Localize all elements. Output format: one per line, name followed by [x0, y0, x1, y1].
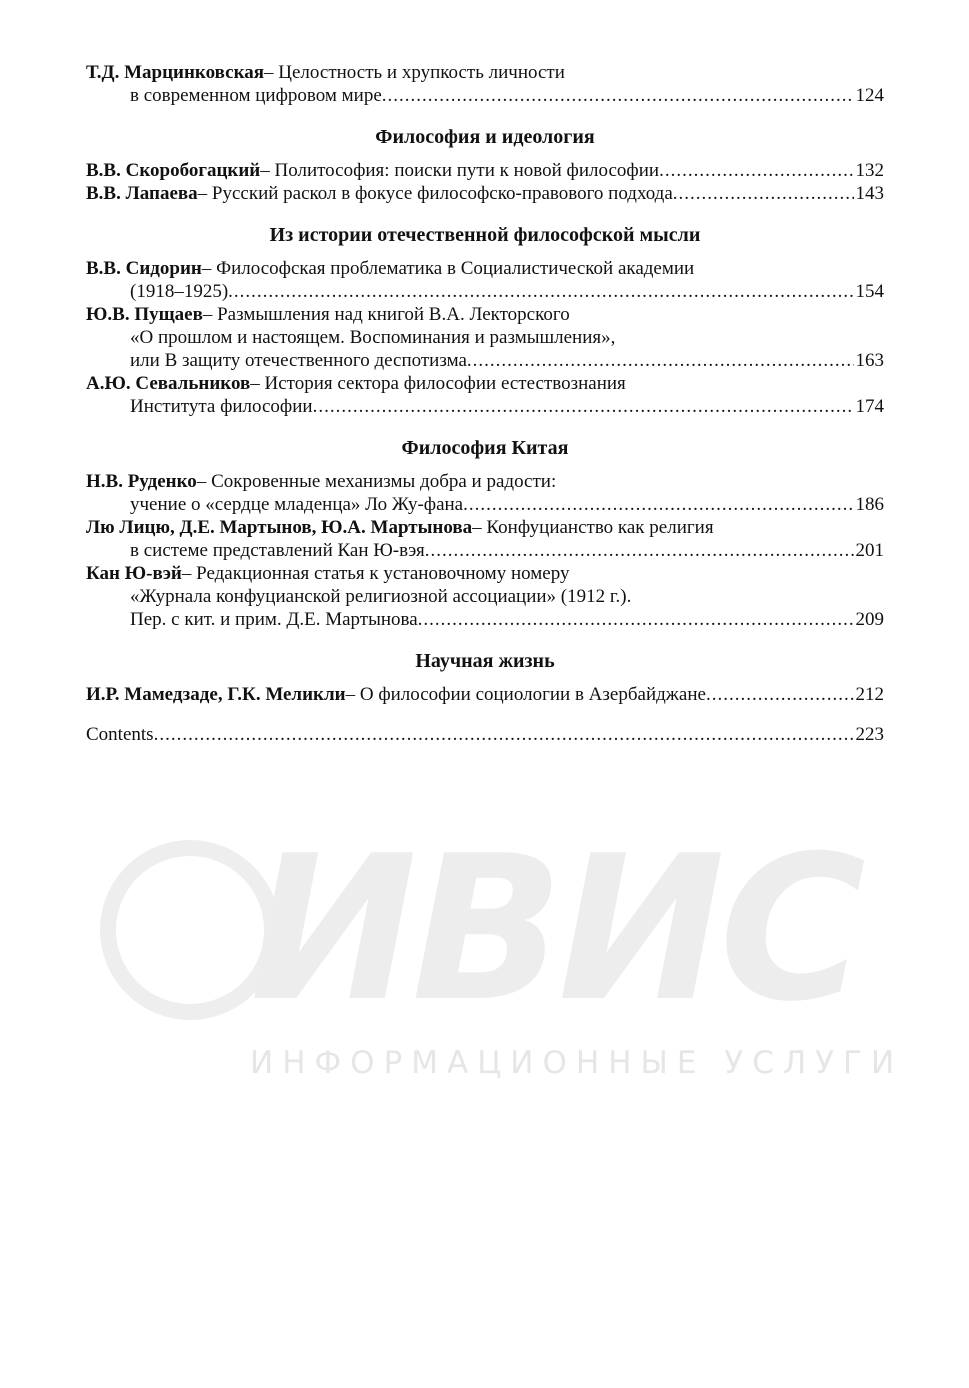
- entry-author: Ю.В. Пущаев: [86, 304, 203, 325]
- entry-title: – Конфуцианство как религия: [472, 517, 714, 538]
- entry-title: Contents: [86, 724, 154, 745]
- toc-entry[interactable]: [86, 372, 884, 418]
- toc-entry[interactable]: [86, 562, 884, 631]
- page-number: 124: [855, 85, 884, 106]
- entry-title: – Сокровенные механизмы добра и радости:: [196, 471, 557, 492]
- dot-leader: [382, 84, 854, 107]
- entry-line: [86, 372, 884, 395]
- entry-title-continued: или В защиту отечественного деспотизма: [130, 350, 467, 371]
- entry-title: – История сектора философии естествознания: [250, 373, 626, 394]
- entry-title: – Философская проблематика в Социалистической академии: [201, 258, 695, 279]
- entry-author: А.Ю. Севальников: [86, 373, 251, 394]
- toc-entry[interactable]: [86, 683, 884, 706]
- dot-leader: [228, 280, 853, 303]
- page-number: 174: [855, 396, 884, 417]
- entry-title-continued: в системе представлений Кан Ю-вэя: [130, 540, 425, 561]
- entry-author: В.В. Сидорин: [86, 258, 202, 279]
- entry-author: Кан Ю-вэй: [86, 563, 182, 584]
- page-number: 132: [855, 160, 884, 181]
- entry-title: – Редакционная статья к установочному номеру: [181, 563, 570, 584]
- entry-title-continued: в современном цифровом мире: [130, 85, 382, 106]
- entry-line: [86, 159, 884, 182]
- page-number: 209: [855, 609, 884, 630]
- section-heading: Философия и идеология: [375, 126, 595, 148]
- entry-title: – О философии социологии в Азербайджане: [345, 684, 706, 705]
- watermark-tagline: ИНФОРМАЦИОННЫЕ УСЛУГИ: [250, 1045, 904, 1081]
- toc-entry[interactable]: [86, 470, 884, 516]
- dot-leader: [418, 608, 854, 631]
- entry-title: – Размышления над книгой В.А. Лекторского: [202, 304, 570, 325]
- section-heading: Научная жизнь: [415, 650, 555, 672]
- page-number: 186: [855, 494, 884, 515]
- dot-leader: [706, 683, 854, 706]
- toc-entry[interactable]: [86, 159, 884, 182]
- page-number: 154: [855, 281, 884, 302]
- entry-title: – Русский раскол в фокусе философско-правового подхода: [197, 183, 673, 204]
- page-number: 201: [855, 540, 884, 561]
- page-number: 143: [855, 183, 884, 204]
- entry-line: [86, 395, 884, 418]
- entry-line: [86, 84, 884, 107]
- entry-line: [86, 182, 884, 205]
- dot-leader: [425, 539, 854, 562]
- toc-entry[interactable]: [86, 303, 884, 372]
- entry-line: [86, 516, 884, 539]
- section-heading: Из истории отечественной философской мысли: [269, 224, 701, 246]
- entry-title-continued: Пер. с кит. и прим. Д.Е. Мартынова: [130, 609, 418, 630]
- entry-title-continued: «Журнала конфуцианской религиозной ассоциации» (1912 г.).: [130, 586, 632, 607]
- table-of-contents: [86, 61, 884, 746]
- entry-line: [86, 257, 884, 280]
- entry-title: – Политософия: поиски пути к новой философии: [260, 160, 660, 181]
- page-number: 163: [855, 350, 884, 371]
- entry-line: [86, 539, 884, 562]
- dot-leader: [673, 182, 854, 205]
- entry-line: [86, 280, 884, 303]
- entry-line: [86, 326, 884, 349]
- entry-line: [86, 61, 884, 84]
- entry-author: И.Р. Мамедзаде, Г.К. Меликли: [86, 684, 346, 705]
- entry-title-continued: «О прошлом и настоящем. Воспоминания и размышления»,: [130, 327, 616, 348]
- entry-line: [86, 303, 884, 326]
- dot-leader: [313, 395, 854, 418]
- dot-leader: [154, 723, 854, 746]
- entry-author: В.В. Скоробогацкий: [86, 160, 261, 181]
- entry-title: – Целостность и хрупкость личности: [264, 62, 565, 83]
- entry-line: [86, 470, 884, 493]
- entry-line: [86, 562, 884, 585]
- entry-line: [86, 608, 884, 631]
- entry-line: [86, 349, 884, 372]
- toc-entry[interactable]: [86, 516, 884, 562]
- page-number: 212: [855, 684, 884, 705]
- dot-leader: [463, 493, 853, 516]
- entry-line: [86, 585, 884, 608]
- dot-leader: [467, 349, 854, 372]
- toc-entry[interactable]: [86, 182, 884, 205]
- toc-entry[interactable]: [86, 257, 884, 303]
- entry-author: В.В. Лапаева: [86, 183, 198, 204]
- entry-title-continued: (1918–1925): [130, 281, 229, 302]
- entry-title-continued: Института философии: [130, 396, 313, 417]
- entry-author: Т.Д. Марцинковская: [86, 62, 265, 83]
- section-heading: Философия Китая: [401, 437, 569, 459]
- page-number: 223: [855, 724, 884, 745]
- dot-leader: [659, 159, 853, 182]
- entry-line: [86, 493, 884, 516]
- entry-author: Н.В. Руденко: [86, 471, 197, 492]
- globe-logo-icon: [100, 840, 280, 1020]
- entry-line: [86, 683, 884, 706]
- entry-author: Лю Лицю, Д.Е. Мартынов, Ю.А. Мартынова: [86, 517, 473, 538]
- toc-entry[interactable]: [86, 61, 884, 107]
- watermark-logo: ИВИС: [250, 813, 860, 1046]
- toc-entry-contents[interactable]: [86, 723, 884, 746]
- entry-title-continued: учение о «сердце младенца» Ло Жу-фана: [130, 494, 464, 515]
